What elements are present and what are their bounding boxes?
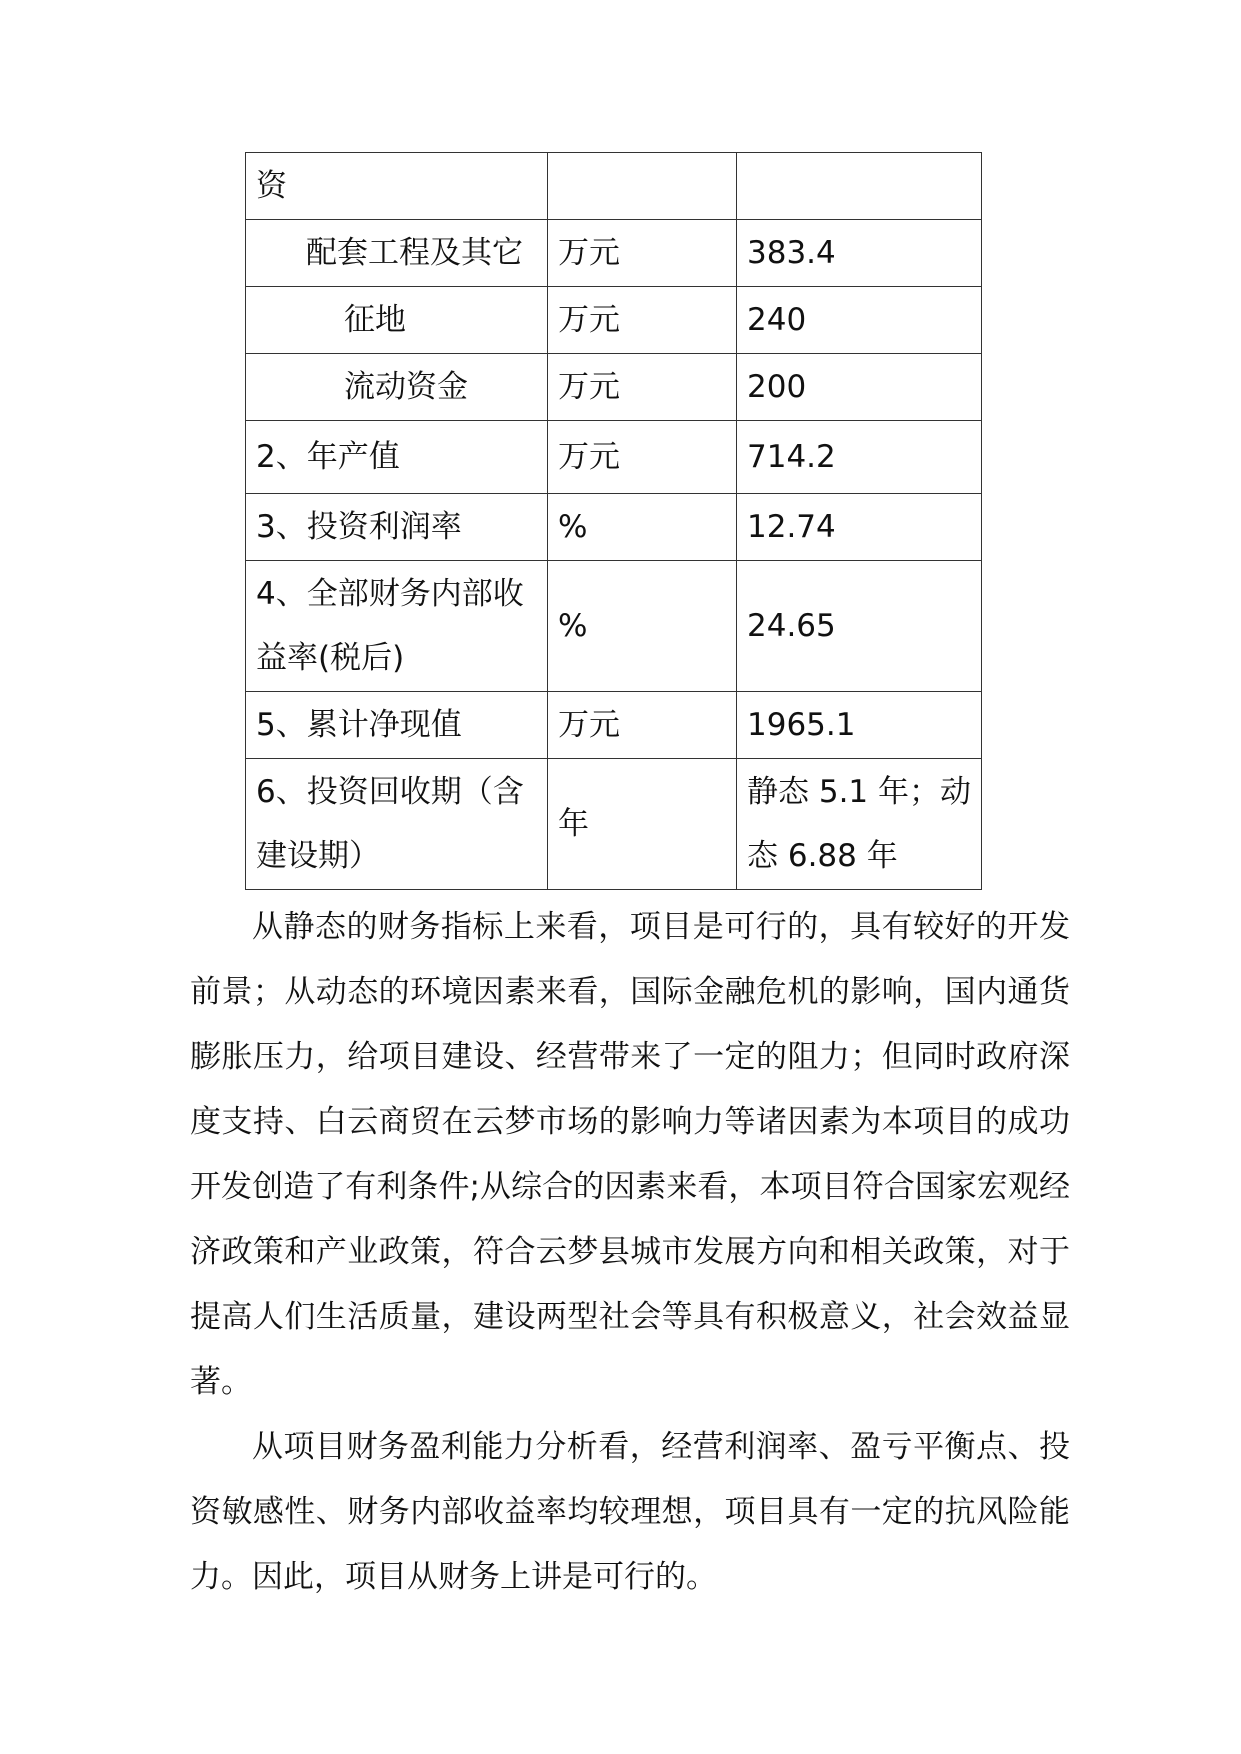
- unit-cell: 万元: [548, 220, 737, 287]
- body-text: [190, 895, 1070, 1610]
- table-row: [246, 287, 982, 354]
- unit-cell: 万元: [548, 692, 737, 759]
- value-cell: 24.65: [737, 561, 982, 692]
- value-cell: 12.74: [737, 494, 982, 561]
- value-cell: [737, 153, 982, 220]
- table-row: [246, 220, 982, 287]
- value-cell: 383.4: [737, 220, 982, 287]
- value-cell: 200: [737, 354, 982, 421]
- item-cell: 6、投资回收期（含建设期）: [246, 759, 548, 890]
- table-row: [246, 153, 982, 220]
- table-row: [246, 561, 982, 692]
- value-cell: 240: [737, 287, 982, 354]
- value-cell: 1965.1: [737, 692, 982, 759]
- unit-cell: %: [548, 561, 737, 692]
- item-cell: 征地: [246, 287, 548, 354]
- item-cell: 3、投资利润率: [246, 494, 548, 561]
- paragraph-profitability: 从项目财务盈利能力分析看，经营利润率、盈亏平衡点、投资敏感性、财务内部收益率均较理想，项目具有一定的抗风险能力。因此，项目从财务上讲是可行的。: [190, 1429, 1070, 1595]
- value-cell: 静态 5.1 年；动态 6.88 年: [737, 759, 982, 890]
- item-cell: 流动资金: [246, 354, 548, 421]
- table-row: [246, 759, 982, 890]
- item-cell: 4、全部财务内部收益率(税后): [246, 561, 548, 692]
- value-cell: 714.2: [737, 421, 982, 494]
- item-cell: 配套工程及其它: [246, 220, 548, 287]
- table-row: [246, 494, 982, 561]
- unit-cell: 万元: [548, 287, 737, 354]
- unit-cell: 万元: [548, 421, 737, 494]
- item-cell: 资: [246, 153, 548, 220]
- item-cell: 2、年产值: [246, 421, 548, 494]
- table-row: [246, 354, 982, 421]
- item-cell: 5、累计净现值: [246, 692, 548, 759]
- unit-cell: %: [548, 494, 737, 561]
- table-row: [246, 692, 982, 759]
- table-row: [246, 421, 982, 494]
- unit-cell: 年: [548, 759, 737, 890]
- paragraph-conclusion: 从静态的财务指标上来看，项目是可行的，具有较好的开发前景；从动态的环境因素来看，国际金融危机的影响，国内通货膨胀压力，给项目建设、经营带来了一定的阻力；但同时政府深度支持、白云商贸在云梦市场的影响力等诸因素为本项目的成功开发创造了有利条件;从综合的因素来看，本项目符合国家宏观经济政策和产业政策，符合云梦县城市发展方向和相关政策，对于提高人们生活质量，建设两型社会等具有积极意义，社会效益显著。: [190, 909, 1070, 1400]
- financial-indicators-table: [245, 152, 982, 890]
- unit-cell: [548, 153, 737, 220]
- unit-cell: 万元: [548, 354, 737, 421]
